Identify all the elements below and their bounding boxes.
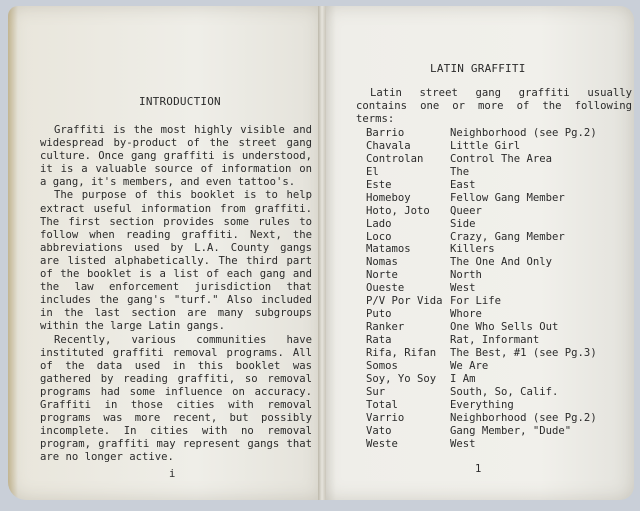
term-row bbox=[366, 399, 626, 412]
term-row bbox=[366, 140, 626, 153]
term-word: Matamos bbox=[366, 243, 411, 256]
term-row bbox=[366, 425, 626, 438]
term-meaning: South, So, Calif. bbox=[450, 385, 559, 398]
introduction-text bbox=[40, 124, 312, 464]
term-row bbox=[366, 373, 626, 386]
term-row bbox=[366, 347, 626, 360]
term-word: Rifa, Rifan bbox=[366, 346, 437, 359]
term-word: Loco bbox=[366, 230, 392, 243]
term-meaning: Neighborhood (see Pg.2) bbox=[450, 127, 597, 139]
term-word: Hoto, Joto bbox=[366, 204, 430, 217]
term-row bbox=[366, 205, 626, 218]
term-word: Sur bbox=[366, 385, 386, 398]
term-word: Este bbox=[366, 178, 392, 191]
term-row bbox=[366, 179, 626, 192]
term-meaning: Killers bbox=[450, 243, 495, 256]
term-meaning: Rat, Informant bbox=[450, 334, 540, 346]
term-word: Barrio bbox=[366, 127, 405, 139]
term-meaning: The bbox=[450, 165, 470, 178]
latin-graffiti-heading: LATIN GRAFFITI bbox=[430, 62, 526, 75]
term-word: El bbox=[366, 165, 379, 178]
term-word: Lado bbox=[366, 217, 392, 230]
term-meaning: Side bbox=[450, 217, 476, 230]
term-meaning: West bbox=[450, 282, 476, 295]
term-row bbox=[366, 218, 626, 231]
term-meaning: Queer bbox=[450, 204, 482, 217]
term-meaning: West bbox=[450, 437, 476, 450]
term-word: Soy, Yo Soy bbox=[366, 372, 437, 385]
term-meaning: The Best, #1 (see Pg.3) bbox=[450, 346, 597, 359]
term-word: Puto bbox=[366, 308, 392, 321]
term-row bbox=[366, 243, 626, 256]
term-row bbox=[366, 321, 626, 334]
term-word: Total bbox=[366, 398, 398, 411]
term-meaning: Little Girl bbox=[450, 139, 521, 152]
term-row bbox=[366, 360, 626, 373]
term-row bbox=[366, 282, 626, 295]
term-meaning: Whore bbox=[450, 308, 482, 321]
term-word: Somos bbox=[366, 359, 398, 372]
term-meaning: The One And Only bbox=[450, 256, 553, 269]
term-row bbox=[366, 127, 626, 140]
term-row bbox=[366, 438, 626, 451]
intro-paragraph: The purpose of this booklet is to help extract useful information from graffiti. The first section provides some rules to follow when reading graffiti. Next, the abbreviations used by L.A. County gangs are listed alphabetically. The third part of the booklet is a list of each gang and the law enforcement jurisdiction that includes the gang's "turf." Also included in the last section are many subgroups within the large Latin gangs. bbox=[40, 189, 312, 333]
term-meaning: I Am bbox=[450, 372, 476, 385]
intro-paragraph: Graffiti is the most highly visible and widespread by-product of the street gang culture. Once gang graffiti is understood, it is a valuable source of information on a gang, it's members, and even tattoo's. bbox=[40, 124, 312, 189]
left-page-number: i bbox=[169, 468, 176, 480]
term-meaning: We Are bbox=[450, 359, 489, 372]
term-meaning: North bbox=[450, 269, 482, 282]
term-meaning: Neighborhood (see Pg.2) bbox=[450, 411, 597, 424]
term-row bbox=[366, 256, 626, 269]
term-word: Chavala bbox=[366, 139, 411, 152]
term-meaning: Fellow Gang Member bbox=[450, 191, 565, 204]
term-row bbox=[366, 412, 626, 425]
term-meaning: One Who Sells Out bbox=[450, 321, 559, 334]
term-row bbox=[366, 153, 626, 166]
graffiti-terms-list bbox=[366, 127, 626, 450]
term-meaning: Control The Area bbox=[450, 152, 553, 165]
term-row bbox=[366, 269, 626, 282]
term-meaning: East bbox=[450, 178, 476, 191]
term-word: Homeboy bbox=[366, 191, 411, 204]
term-meaning: Everything bbox=[450, 398, 514, 411]
term-row bbox=[366, 192, 626, 205]
term-row bbox=[366, 308, 626, 321]
intro-paragraph: Recently, various communities have instituted graffiti removal programs. All of the data used in this booklet was gathered by reading graffiti, so removal programs had some influence on accuracy. Graffiti in those cities with removal programs was more recent, but possibly incomplete. In cities with no removal program, graffiti may represent gangs that are no longer active. bbox=[40, 333, 312, 464]
term-row bbox=[366, 295, 626, 308]
term-row bbox=[366, 166, 626, 179]
term-word: Ranker bbox=[366, 321, 405, 334]
right-page-number: 1 bbox=[475, 463, 482, 475]
term-row bbox=[366, 231, 626, 244]
term-row bbox=[366, 386, 626, 399]
introduction-heading: INTRODUCTION bbox=[139, 95, 221, 108]
term-word: Oueste bbox=[366, 282, 405, 295]
term-meaning: Gang Member, "Dude" bbox=[450, 424, 572, 437]
term-word: Weste bbox=[366, 437, 398, 450]
term-word: Rata bbox=[366, 334, 392, 346]
term-meaning: Crazy, Gang Member bbox=[450, 230, 565, 243]
booklet-spine bbox=[318, 6, 326, 500]
intro-sentence: Latin street gang graffiti usually contains one or more of the following terms: bbox=[356, 87, 632, 126]
term-word: Vato bbox=[366, 424, 392, 437]
term-word: Norte bbox=[366, 269, 398, 282]
term-word: Nomas bbox=[366, 256, 398, 269]
term-word: Controlan bbox=[366, 152, 424, 165]
term-word: Varrio bbox=[366, 411, 405, 424]
term-word: P/V Por Vida bbox=[366, 295, 443, 308]
term-meaning: For Life bbox=[450, 295, 502, 308]
latin-graffiti-intro bbox=[356, 87, 632, 126]
term-row bbox=[366, 334, 626, 347]
